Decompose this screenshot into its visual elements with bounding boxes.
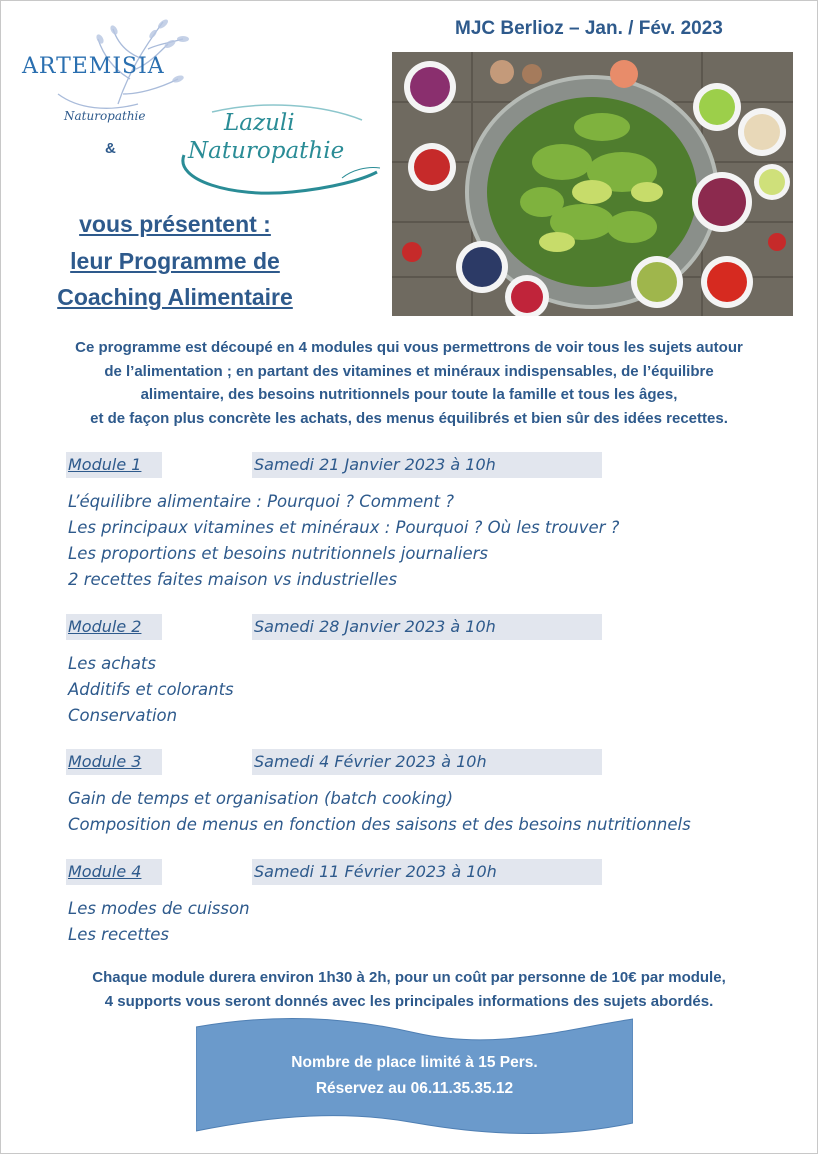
- ampersand: &: [105, 140, 116, 157]
- footer-paragraph: [14, 966, 804, 1014]
- footer-line-2: 4 supports vous seront donnés avec les principales informations des sujets abordés.: [104, 993, 714, 1010]
- topic-item: Les modes de cuisson: [68, 899, 250, 918]
- module-label: [66, 452, 162, 478]
- topic-item: Gain de temps et organisation (batch cooking): [68, 789, 454, 808]
- topic-item: Additifs et colorants: [68, 680, 234, 699]
- module-label: [66, 749, 162, 775]
- salad-photo: [392, 52, 793, 316]
- intro-paragraph: [14, 336, 804, 430]
- intro-line-1: Ce programme est découpé en 4 modules qui vous permettrons de voir tous les sujets autour: [75, 339, 743, 356]
- venue-date-header: MJC Berlioz – Jan. / Fév. 2023: [455, 18, 723, 39]
- banner-text: [196, 1050, 633, 1102]
- module-topics: [68, 896, 250, 948]
- module-topics: [68, 489, 619, 593]
- intro-line-4: et de façon plus concrète les achats, des menus équilibrés et bien sûr des idées recettes.: [90, 409, 728, 427]
- artemisia-subtitle: Naturopathie: [64, 109, 146, 123]
- topic-item: Les principaux vitamines et minéraux : Pourquoi ? Où les trouver ?: [68, 518, 620, 537]
- module-label-text: Module 4: [68, 862, 142, 881]
- module-label-text: Module 3: [68, 752, 142, 771]
- module-date: Samedi 21 Janvier 2023 à 10h: [252, 452, 602, 478]
- topic-item: Composition de menus en fonction des saisons et des besoins nutritionnels: [68, 815, 691, 834]
- module-date: Samedi 4 Février 2023 à 10h: [252, 749, 602, 775]
- module-label: [66, 859, 162, 885]
- topic-item: L’équilibre alimentaire : Pourquoi ? Comment ?: [68, 492, 455, 511]
- banner-line-1: Nombre de place limité à 15 Pers.: [291, 1054, 538, 1071]
- title-line-3: Coaching Alimentaire: [57, 284, 293, 310]
- module-label-text: Module 1: [68, 455, 142, 474]
- lazuli-subtitle: Naturopathie: [188, 138, 345, 164]
- module-topics: [68, 786, 691, 838]
- topic-item: Les achats: [68, 654, 157, 673]
- module-label: [66, 614, 162, 640]
- module-label-text: Module 2: [68, 617, 142, 636]
- lazuli-name: Lazuli: [224, 110, 295, 136]
- topic-item: Les proportions et besoins nutritionnels journaliers: [68, 544, 488, 563]
- topic-item: Conservation: [68, 706, 178, 725]
- module-date: Samedi 28 Janvier 2023 à 10h: [252, 614, 602, 640]
- banner-line-2: Réservez au 06.11.35.35.12: [315, 1080, 514, 1097]
- artemisia-logo: [18, 14, 198, 124]
- topic-item: 2 recettes faites maison vs industrielles: [68, 570, 398, 589]
- module-date: Samedi 11 Février 2023 à 10h: [252, 859, 602, 885]
- lazuli-logo: [172, 100, 384, 200]
- title-line-1: vous présentent :: [79, 211, 271, 237]
- footer-line-1: Chaque module durera environ 1h30 à 2h, pour un coût par personne de 10€ par module,: [92, 969, 726, 986]
- topic-item: Les recettes: [68, 925, 170, 944]
- artemisia-name: ARTEMISIA: [22, 54, 165, 79]
- title-line-2: leur Programme de: [70, 248, 280, 274]
- intro-line-2: de l’alimentation ; en partant des vitamines et minéraux indispensables, de l’équilibre: [104, 362, 714, 380]
- module-topics: [68, 651, 234, 729]
- intro-line-3: alimentaire, des besoins nutritionnels pour toute la famille et tous les âges,: [140, 386, 678, 403]
